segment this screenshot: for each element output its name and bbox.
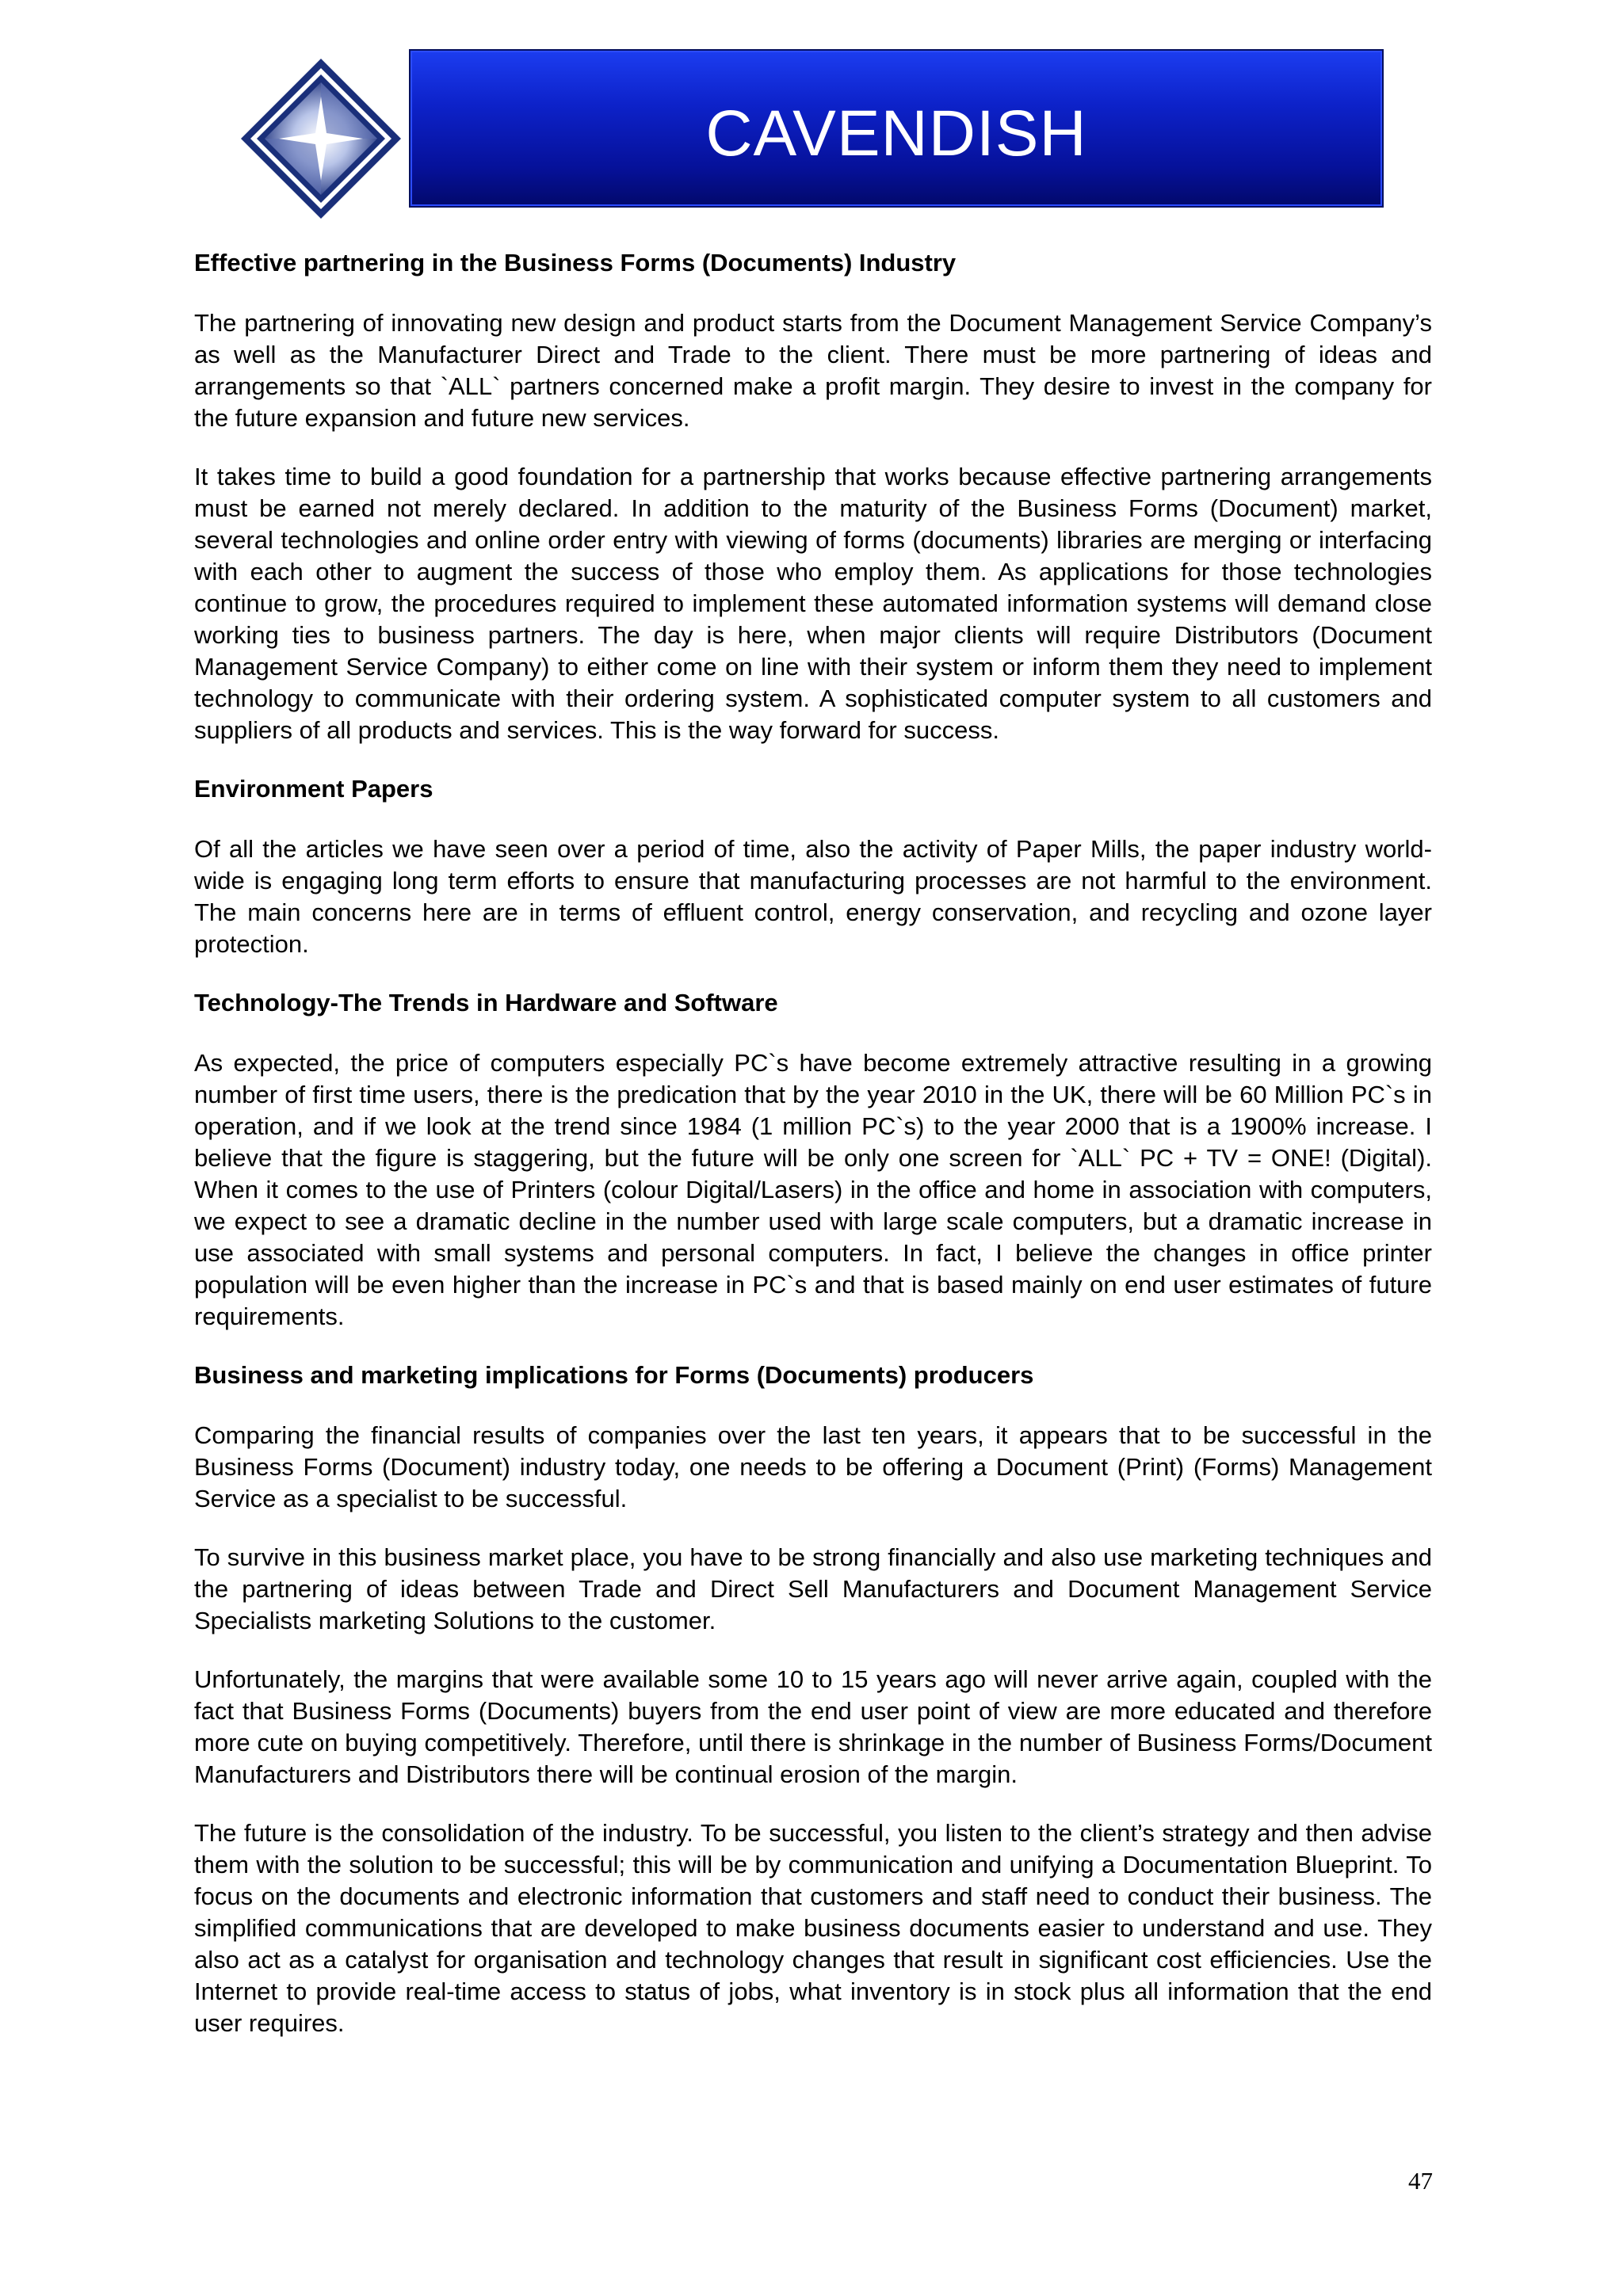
- paragraph: Of all the articles we have seen over a period of time, also the activity of Paper Mills, the paper industry world-wide is engaging long term efforts to ensure that manufacturing processes are not harmful to the environment. The main concerns here are in terms of effluent control, energy conservation, and recycling and ozone layer protection.: [194, 835, 1432, 958]
- brand-banner: [409, 49, 1384, 208]
- paragraph: The partnering of innovating new design and product starts from the Document Management Service Company’s as well as the Manufacturer Direct and Trade to the client. There must be more partnering of ideas and arrangements so that `ALL` partners concerned make a profit margin. They desire to invest in the company for the future expansion and future new services.: [194, 309, 1432, 432]
- page-number: 47: [1408, 2167, 1433, 2195]
- diamond-logo-icon: [238, 55, 404, 222]
- section-heading: Technology-The Trends in Hardware and Software: [194, 989, 778, 1016]
- paragraph: Comparing the financial results of companies over the last ten years, it appears that to be successful in the Business Forms (Document) industry today, one needs to be offering a Document (Print) (Forms) Management Service as a specialist to be successful.: [194, 1421, 1432, 1512]
- section-heading: Business and marketing implications for Forms (Documents) producers: [194, 1361, 1034, 1389]
- paragraph: It takes time to build a good foundation for a partnership that works because effective partnering arrangements must be earned not merely declared. In addition to the maturity of the Business Forms (Document) market, several technologies and online order entry with viewing of forms (documents) libraries are merging or interfacing with each other to augment the success of those who employ them. As applications for those technologies continue to grow, the procedures required to implement these automated information systems will demand close working ties to business partners. The day is here, when major clients will require Distributors (Document Management Service Company) to either come on line with their system or inform them they need to implement technology to communicate with their ordering system. A sophisticated computer system to all customers and suppliers of all products and services. This is the way forward for success.: [194, 463, 1432, 744]
- page-header: [238, 44, 1387, 212]
- section-heading: Environment Papers: [194, 775, 433, 803]
- paragraph: As expected, the price of computers especially PC`s have become extremely attractive resulting in a growing number of first time users, there is the predication that by the year 2010 in the UK, there will be 60 Million PC`s in operation, and if we look at the trend since 1984 (1 million PC`s) to the year 2000 that is a 1900% increase. I believe that the figure is staggering, but the future will be only one screen for `ALL` PC + TV = ONE! (Digital). When it comes to the use of Printers (colour Digital/Lasers) in the office and home in association with computers, we expect to see a dramatic decline in the number used with large scale computers, but a dramatic increase in use associated with small systems and personal computers. In fact, I believe the changes in office printer population will be even higher than the increase in PC`s and that is based mainly on end user estimates of future requirements.: [194, 1049, 1432, 1330]
- document-body: [194, 247, 1432, 2066]
- brand-title: CAVENDISH: [705, 97, 1087, 170]
- paragraph: To survive in this business market place, you have to be strong financially and also use marketing techniques and the partnering of ideas between Trade and Direct Sell Manufacturers and Document Management Service Specialists marketing Solutions to the customer.: [194, 1543, 1432, 1634]
- paragraph: Unfortunately, the margins that were available some 10 to 15 years ago will never arrive again, coupled with the fact that Business Forms (Documents) buyers from the end user point of view are more educated and therefore more cute on buying competitively. Therefore, until there is shrinkage in the number of Business Forms/Document Manufacturers and Distributors there will be continual erosion of the margin.: [194, 1665, 1432, 1788]
- section-heading: Effective partnering in the Business Forms (Documents) Industry: [194, 249, 957, 277]
- paragraph: The future is the consolidation of the industry. To be successful, you listen to the client’s strategy and then advise them with the solution to be successful; this will be by communication and unifying a Documentation Blueprint. To focus on the documents and electronic information that customers and staff need to conduct their business. The simplified communications that are developed to make business documents easier to understand and use. They also act as a catalyst for organisation and technology changes that result in significant cost efficiencies. Use the Internet to provide real-time access to status of jobs, what inventory is in stock plus all information that the end user requires.: [194, 1819, 1432, 2037]
